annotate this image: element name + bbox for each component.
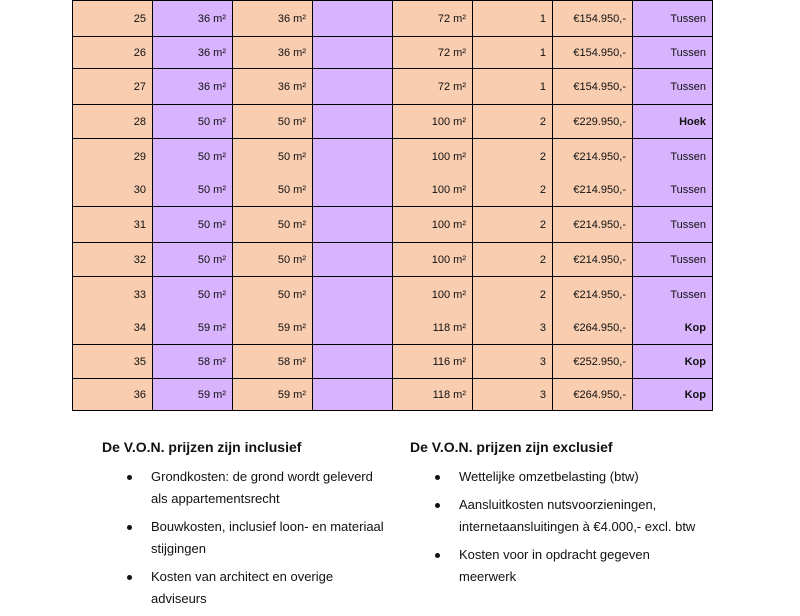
cell-e: 3 [473, 379, 553, 411]
table-row [73, 175, 713, 207]
cell-d: 100 m² [393, 207, 473, 243]
cell-c [313, 207, 393, 243]
cell-c [313, 175, 393, 207]
cell-price: €154.950,- [553, 37, 633, 69]
cell-type: Tussen [633, 277, 713, 313]
cell-a: 58 m² [153, 345, 233, 379]
cell-d: 72 m² [393, 69, 473, 105]
cell-price: €214.950,- [553, 207, 633, 243]
table-row [73, 345, 713, 379]
cell-price: €252.950,- [553, 345, 633, 379]
cell-type: Kop [633, 345, 713, 379]
exclusive-heading: De V.O.N. prijzen zijn exclusief [410, 439, 613, 455]
cell-type: Kop [633, 313, 713, 345]
cell-e: 2 [473, 277, 553, 313]
cell-type: Tussen [633, 139, 713, 175]
cell-c [313, 139, 393, 175]
cell-b: 59 m² [233, 379, 313, 411]
cell-e: 1 [473, 1, 553, 37]
list-item: Grondkosten: de grond wordt geleverd als appartementsrecht [102, 466, 392, 510]
cell-d: 118 m² [393, 313, 473, 345]
table-row [73, 313, 713, 345]
cell-c [313, 345, 393, 379]
cell-d: 100 m² [393, 243, 473, 277]
cell-e: 2 [473, 105, 553, 139]
list-item: Bouwkosten, inclusief loon- en materiaal stijgingen [102, 516, 392, 560]
cell-nr: 32 [73, 243, 153, 277]
cell-price: €229.950,- [553, 105, 633, 139]
cell-b: 50 m² [233, 243, 313, 277]
table-row [73, 37, 713, 69]
cell-b: 50 m² [233, 105, 313, 139]
cell-a: 36 m² [153, 69, 233, 105]
cell-nr: 27 [73, 69, 153, 105]
cell-e: 2 [473, 207, 553, 243]
cell-price: €214.950,- [553, 139, 633, 175]
cell-b: 50 m² [233, 139, 313, 175]
cell-c [313, 1, 393, 37]
cell-c [313, 69, 393, 105]
cell-type: Tussen [633, 69, 713, 105]
table-row [73, 69, 713, 105]
cell-d: 116 m² [393, 345, 473, 379]
cell-type: Tussen [633, 37, 713, 69]
cell-nr: 36 [73, 379, 153, 411]
list-item: Kosten voor in opdracht gegeven meerwerk [410, 544, 710, 588]
cell-type: Hoek [633, 105, 713, 139]
cell-d: 72 m² [393, 37, 473, 69]
cell-b: 59 m² [233, 313, 313, 345]
inclusive-list [102, 466, 392, 610]
cell-a: 50 m² [153, 175, 233, 207]
cell-type: Tussen [633, 243, 713, 277]
cell-nr: 30 [73, 175, 153, 207]
table-row [73, 243, 713, 277]
cell-b: 36 m² [233, 1, 313, 37]
cell-nr: 25 [73, 1, 153, 37]
cell-a: 50 m² [153, 243, 233, 277]
cell-c [313, 105, 393, 139]
table-row [73, 1, 713, 37]
exclusive-section [410, 436, 710, 594]
cell-nr: 31 [73, 207, 153, 243]
cell-price: €214.950,- [553, 243, 633, 277]
list-item: Kosten van architect en overige adviseurs [102, 566, 392, 610]
table-row [73, 139, 713, 175]
cell-b: 36 m² [233, 37, 313, 69]
cell-d: 72 m² [393, 1, 473, 37]
cell-e: 2 [473, 243, 553, 277]
inclusive-heading: De V.O.N. prijzen zijn inclusief [102, 439, 302, 455]
cell-nr: 26 [73, 37, 153, 69]
cell-d: 100 m² [393, 277, 473, 313]
cell-a: 50 m² [153, 105, 233, 139]
cell-type: Tussen [633, 1, 713, 37]
exclusive-list [410, 466, 710, 588]
cell-type: Tussen [633, 175, 713, 207]
cell-e: 2 [473, 175, 553, 207]
cell-nr: 33 [73, 277, 153, 313]
cell-nr: 34 [73, 313, 153, 345]
cell-price: €264.950,- [553, 313, 633, 345]
cell-e: 3 [473, 345, 553, 379]
cell-b: 50 m² [233, 175, 313, 207]
cell-b: 58 m² [233, 345, 313, 379]
cell-nr: 29 [73, 139, 153, 175]
cell-nr: 28 [73, 105, 153, 139]
cell-a: 36 m² [153, 1, 233, 37]
cell-c [313, 277, 393, 313]
cell-price: €214.950,- [553, 175, 633, 207]
cell-b: 50 m² [233, 207, 313, 243]
table-row [73, 277, 713, 313]
cell-a: 50 m² [153, 139, 233, 175]
cell-price: €154.950,- [553, 1, 633, 37]
inclusive-section [102, 436, 392, 616]
cell-type: Kop [633, 379, 713, 411]
cell-e: 3 [473, 313, 553, 345]
cell-a: 59 m² [153, 313, 233, 345]
cell-c [313, 379, 393, 411]
cell-e: 1 [473, 69, 553, 105]
cell-type: Tussen [633, 207, 713, 243]
table-row [73, 207, 713, 243]
cell-a: 50 m² [153, 277, 233, 313]
cell-d: 100 m² [393, 175, 473, 207]
cell-a: 50 m² [153, 207, 233, 243]
cell-price: €154.950,- [553, 69, 633, 105]
cell-b: 36 m² [233, 69, 313, 105]
cell-c [313, 243, 393, 277]
table-row [73, 379, 713, 411]
cell-price: €214.950,- [553, 277, 633, 313]
list-item: Wettelijke omzetbelasting (btw) [410, 466, 710, 488]
cell-a: 36 m² [153, 37, 233, 69]
cell-d: 118 m² [393, 379, 473, 411]
cell-c [313, 37, 393, 69]
cell-a: 59 m² [153, 379, 233, 411]
cell-c [313, 313, 393, 345]
table-row [73, 105, 713, 139]
cell-e: 2 [473, 139, 553, 175]
price-table [72, 0, 713, 411]
cell-nr: 35 [73, 345, 153, 379]
cell-e: 1 [473, 37, 553, 69]
cell-price: €264.950,- [553, 379, 633, 411]
list-item: Aansluitkosten nutsvoorzieningen, internetaansluitingen à €4.000,- excl. btw [410, 494, 710, 538]
cell-d: 100 m² [393, 105, 473, 139]
cell-b: 50 m² [233, 277, 313, 313]
cell-d: 100 m² [393, 139, 473, 175]
